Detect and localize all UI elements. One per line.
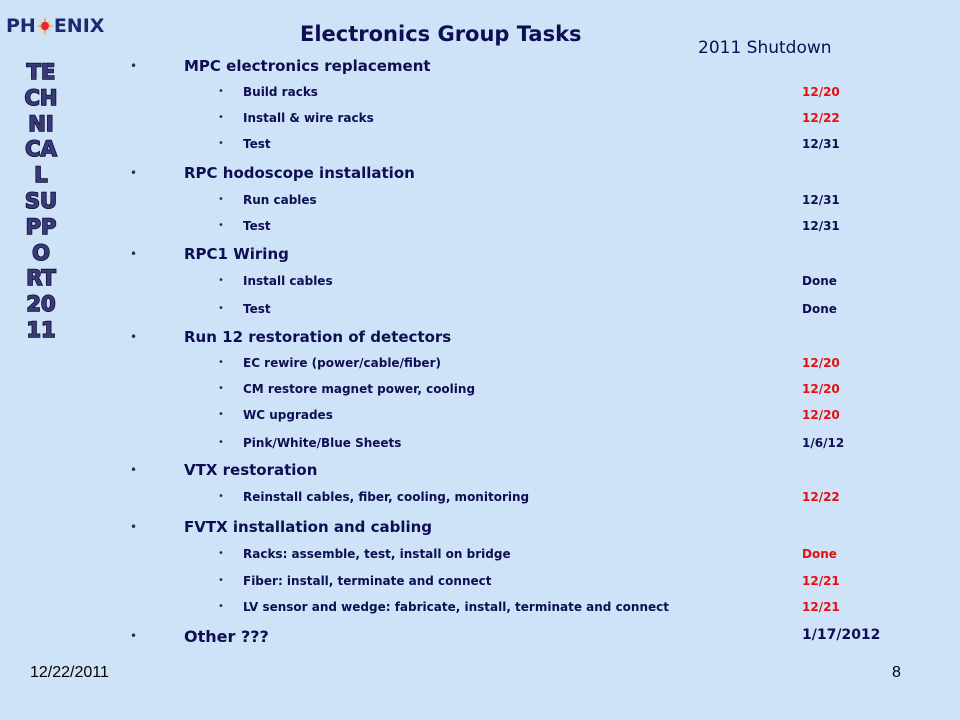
task-item — [0, 436, 960, 458]
footer-date: 12/22/2011 — [30, 664, 109, 681]
task-item — [0, 274, 960, 296]
bullet-icon: • — [218, 437, 224, 448]
task-item — [0, 382, 960, 404]
task-item — [0, 193, 960, 215]
vertical-banner: TECHNICAL SUPPORT 2011 — [24, 60, 58, 342]
task-item — [0, 219, 960, 241]
task-item — [0, 490, 960, 512]
bullet-icon: • — [130, 520, 138, 534]
task-text: VTX restoration — [184, 461, 318, 479]
task-item — [0, 574, 960, 596]
task-date: Done — [802, 274, 837, 288]
task-heading — [0, 627, 960, 649]
task-text: RPC1 Wiring — [184, 245, 289, 263]
task-text: Other ??? — [184, 627, 269, 646]
task-heading — [0, 461, 960, 483]
bullet-icon: • — [218, 383, 224, 394]
task-heading — [0, 57, 960, 79]
slide-subtitle: 2011 Shutdown — [698, 38, 832, 58]
task-date: 12/21 — [802, 574, 840, 588]
logo-left-text: PH — [6, 14, 36, 37]
bullet-icon: • — [218, 86, 224, 97]
task-text: EC rewire (power/cable/fiber) — [243, 356, 441, 370]
task-text: Test — [243, 137, 271, 151]
task-item — [0, 356, 960, 378]
bullet-icon: • — [218, 220, 224, 231]
logo-right-text: ENIX — [53, 14, 105, 37]
task-item — [0, 547, 960, 569]
task-text: FVTX installation and cabling — [184, 518, 433, 536]
task-item — [0, 302, 960, 324]
task-date: 12/22 — [802, 490, 840, 504]
bullet-icon: • — [130, 247, 138, 261]
page-number: 8 — [892, 664, 901, 681]
task-date: 1/6/12 — [802, 436, 845, 450]
task-heading — [0, 245, 960, 267]
bullet-icon: • — [130, 330, 138, 344]
task-date: 12/20 — [802, 356, 840, 370]
task-text: WC upgrades — [243, 408, 333, 422]
task-text: Build racks — [243, 85, 318, 99]
task-text: Test — [243, 302, 271, 316]
task-date: 12/22 — [802, 111, 840, 125]
bullet-icon: • — [218, 194, 224, 205]
bullet-icon: • — [218, 303, 224, 314]
task-text: Reinstall cables, fiber, cooling, monitoring — [243, 490, 530, 504]
bullet-icon: • — [218, 601, 224, 612]
task-text: Fiber: install, terminate and connect — [243, 574, 492, 588]
bullet-icon: • — [218, 575, 224, 586]
bullet-icon: • — [130, 629, 138, 643]
firebird-icon — [35, 15, 55, 37]
task-text: RPC hodoscope installation — [184, 164, 415, 182]
task-date: 12/31 — [802, 219, 840, 233]
task-text: LV sensor and wedge: fabricate, install, terminate and connect — [243, 600, 669, 614]
task-item — [0, 137, 960, 159]
task-text: CM restore magnet power, cooling — [243, 382, 476, 396]
task-text: Test — [243, 219, 271, 233]
task-date: 12/20 — [802, 382, 840, 396]
task-date: 1/17/2012 — [802, 627, 881, 643]
task-text: Install cables — [243, 274, 333, 288]
task-heading — [0, 328, 960, 350]
task-date: 12/31 — [802, 137, 840, 151]
task-heading — [0, 164, 960, 186]
task-item — [0, 111, 960, 133]
bullet-icon: • — [130, 59, 138, 73]
task-item — [0, 85, 960, 107]
bullet-icon: • — [218, 138, 224, 149]
bullet-icon: • — [130, 166, 138, 180]
bullet-icon: • — [218, 112, 224, 123]
bullet-icon: • — [218, 275, 224, 286]
task-item — [0, 408, 960, 430]
bullet-icon: • — [218, 357, 224, 368]
task-text: MPC electronics replacement — [184, 57, 431, 75]
bullet-icon: • — [218, 548, 224, 559]
task-date: Done — [802, 302, 837, 316]
slide-title: Electronics Group Tasks — [300, 22, 582, 46]
task-text: Racks: assemble, test, install on bridge — [243, 547, 511, 561]
task-date: Done — [802, 547, 837, 561]
task-date: 12/31 — [802, 193, 840, 207]
task-date: 12/20 — [802, 408, 840, 422]
task-text: Run cables — [243, 193, 317, 207]
task-text: Install & wire racks — [243, 111, 374, 125]
task-item — [0, 600, 960, 622]
task-text: Pink/White/Blue Sheets — [243, 436, 402, 450]
bullet-icon: • — [218, 409, 224, 420]
task-text: Run 12 restoration of detectors — [184, 328, 452, 346]
task-date: 12/21 — [802, 600, 840, 614]
bullet-icon: • — [130, 463, 138, 477]
phoenix-logo — [6, 14, 105, 44]
task-heading — [0, 518, 960, 540]
task-date: 12/20 — [802, 85, 840, 99]
bullet-icon: • — [218, 491, 224, 502]
